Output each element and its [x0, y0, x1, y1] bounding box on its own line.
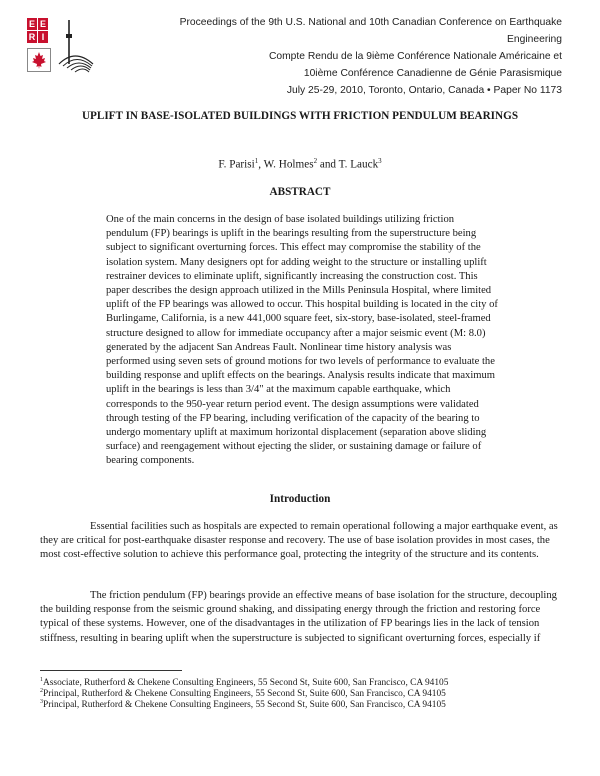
author-name: T. Lauck — [338, 158, 379, 171]
footnote-mark: 2 — [313, 157, 318, 165]
header-line: July 25-29, 2010, Toronto, Ontario, Canada • Paper No 1173 — [286, 85, 562, 96]
footnote: $^2$Principal, Rutherford & Chekene Consulting Engineers, 55 Second St, Suite 600, San Francisco, CA 94105 — [40, 688, 446, 700]
footnote: $^3$Principal, Rutherford & Chekene Consulting Engineers, 55 Second St, Suite 600, San Francisco, CA 94105 — [40, 699, 446, 711]
conference-header — [130, 14, 562, 99]
footnote-mark: 1 — [254, 157, 259, 165]
abstract-heading: ABSTRACT — [269, 186, 331, 198]
body-paragraph: Essential facilities such as hospitals are expected to remain operational following a major earthquake event, as they are critical for post-earthquake disaster response and recovery. The use of base isolation provides in most cases, the most cost-effective solution to achieve this performance goal, protecting the integrity of the structure and its contents. — [40, 521, 558, 561]
paper-title: UPLIFT IN BASE-ISOLATED BUILDINGS WITH FRICTION PENDULUM BEARINGS — [81, 110, 519, 122]
eeri-logo: E E R I — [28, 19, 46, 42]
introduction-heading: Introduction — [269, 493, 331, 505]
author-name: F. Parisi — [218, 158, 255, 171]
body-paragraph: The friction pendulum (FP) bearings provide an effective means of base isolation for the structure, decoupling the building response from the seismic ground shaking, and dissipating energy through the friction and restoring force typical of these systems. However, one of the disadvantages in the utilization of FP bearings lies in the lack of tension stiffness, resulting in bearing uplift when the superstructure is subjected to significant overturning forces, especially if — [40, 590, 557, 644]
author-list: F. Parisi$^1$, W. Holmes$^2$ and T. Lauck$^3$ — [218, 157, 382, 171]
conference-logo — [27, 18, 137, 80]
cn-tower-icon — [55, 18, 95, 74]
footnote: $^1$Associate, Rutherford & Chekene Consulting Engineers, 55 Second St, Suite 600, San Francisco, CA 94105 — [40, 677, 449, 689]
header-line: Proceedings of the 9th U.S. National and 10th Canadian Conference on Earthquake Engineering — [179, 17, 562, 45]
abstract-text: One of the main concerns in the design of base isolated buildings utilizing friction pendulum (FP) bearings is uplift in the bearings resulting from the superstructure being subject to significant overturning forces. This effect may compromise the stability of the isolation system. Many designers opt for adding weight to the structure or installing uplift restrainer devices to eliminate uplift, significantly increasing the construction cost. This paper describes the design approach utilized in the Mills Peninsula Hospital, where limited uplift of the FP bearings was allowed to occur. This hospital building is located in the city of Burlingame, California, is a new 441,000 square feet, six-story, base-isolated, steel-framed structure designed to allow for immediate occupancy after a major seismic event (M: 8.0) generated by the adjacent San Andreas Fault. Nonlinear time history analysis was performed using seven sets of ground motions for two levels of performance to evaluate the building response and uplift effects on the bearings. Analysis results indicate that maximum uplift in the bearings is less than 3/4" at the maximum capable earthquake, which corresponds to the 950-year return period event. The design assumptions were validated through testing of the FP bearing, including verification of the capacity of the bearing to undergo momentary uplift at maximum horizontal displacement (separation above sliding surface) and reengagement without ejecting the slider, or sustaining damage or failure of bearing components. — [106, 214, 498, 467]
footnote-divider — [40, 670, 182, 671]
footnote-mark: 3 — [378, 157, 382, 165]
header-line: 10ième Conférence Canadienne de Génie Parasismique — [303, 68, 562, 79]
header-line: Compte Rendu de la 9ième Conférence Nationale Américaine et — [268, 51, 562, 62]
maple-leaf-icon — [27, 48, 51, 72]
author-name: W. Holmes — [263, 158, 314, 171]
